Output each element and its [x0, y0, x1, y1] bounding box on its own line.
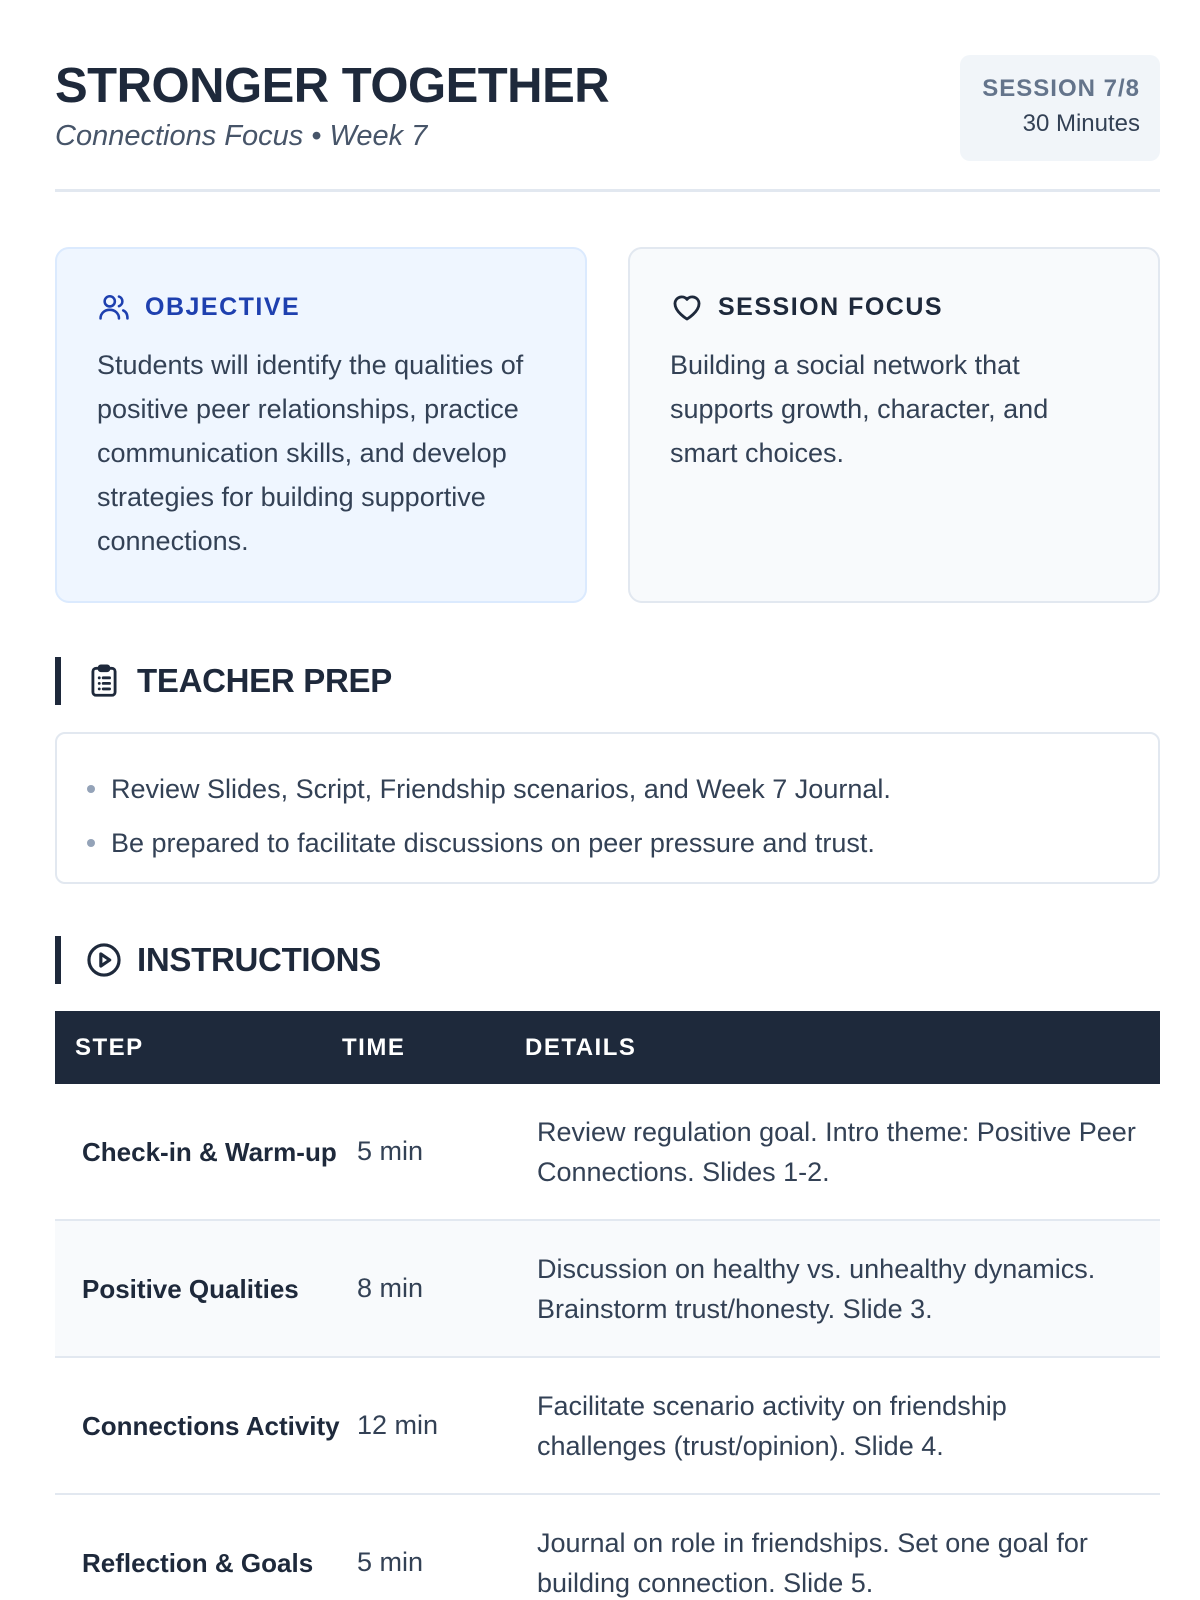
objective-label: OBJECTIVE	[145, 292, 301, 321]
focus-header	[670, 289, 1118, 325]
play-circle-icon	[85, 941, 123, 979]
column-header-step: STEP	[75, 1033, 144, 1061]
details-cell: Discussion on healthy vs. unhealthy dynamics. Brainstorm trust/honesty. Slide 3.	[537, 1253, 1096, 1324]
step-cell: Connections Activity	[82, 1410, 340, 1441]
list-item	[87, 816, 1158, 870]
objective-card	[55, 247, 587, 603]
time-cell: 5 min	[357, 1136, 424, 1166]
page-header	[55, 0, 1160, 192]
session-label: SESSION 7/8	[982, 75, 1140, 102]
details-cell: Review regulation goal. Intro theme: Positive Peer Connections. Slides 1-2.	[537, 1116, 1136, 1187]
objective-header	[97, 289, 545, 325]
table-row	[55, 1084, 1160, 1221]
step-cell: Reflection & Goals	[82, 1547, 314, 1578]
page-subtitle: Connections Focus • Week 7	[55, 120, 428, 152]
session-badge	[960, 55, 1160, 161]
teacher-prep-heading	[55, 657, 392, 705]
objective-text: Students will identify the qualities of positive peer relationships, practice communication skills, and develop strategies for building supportive connections.	[97, 350, 524, 556]
focus-label: SESSION FOCUS	[718, 292, 944, 321]
page-title: STRONGER TOGETHER	[55, 59, 610, 113]
step-cell: Positive Qualities	[82, 1273, 299, 1304]
instructions-table	[55, 1011, 1160, 1600]
column-header-time: TIME	[342, 1033, 406, 1061]
session-focus-card	[628, 247, 1160, 603]
prep-item-text: Be prepared to facilitate discussions on peer pressure and trust.	[111, 827, 875, 858]
lesson-plan-page	[55, 0, 1160, 1598]
heart-icon	[670, 290, 704, 324]
instructions-title: INSTRUCTIONS	[137, 941, 381, 978]
prep-item-text: Review Slides, Script, Friendship scenarios, and Week 7 Journal.	[111, 773, 891, 804]
session-duration: 30 Minutes	[1022, 110, 1140, 137]
info-cards	[55, 247, 1160, 603]
users-icon	[97, 290, 131, 324]
bullet-icon	[87, 785, 95, 793]
focus-text: Building a social network that supports growth, character, and smart choices.	[670, 350, 1049, 468]
table-row	[55, 1358, 1160, 1495]
time-cell: 8 min	[357, 1273, 424, 1303]
bullet-icon	[87, 839, 95, 847]
clipboard-icon	[85, 662, 123, 700]
step-cell: Check-in & Warm-up	[82, 1136, 337, 1167]
column-header-details: DETAILS	[525, 1033, 637, 1061]
time-cell: 5 min	[357, 1547, 424, 1577]
time-cell: 12 min	[357, 1410, 439, 1440]
instructions-heading	[55, 936, 381, 984]
table-row	[55, 1221, 1160, 1358]
details-cell: Journal on role in friendships. Set one goal for building connection. Slide 5.	[537, 1527, 1088, 1598]
table-row	[55, 1495, 1160, 1600]
teacher-prep-title: TEACHER PREP	[137, 662, 392, 699]
list-item	[87, 762, 1158, 816]
table-header	[55, 1011, 1160, 1084]
teacher-prep-list	[55, 732, 1160, 884]
details-cell: Facilitate scenario activity on friendship challenges (trust/opinion). Slide 4.	[537, 1390, 1007, 1461]
